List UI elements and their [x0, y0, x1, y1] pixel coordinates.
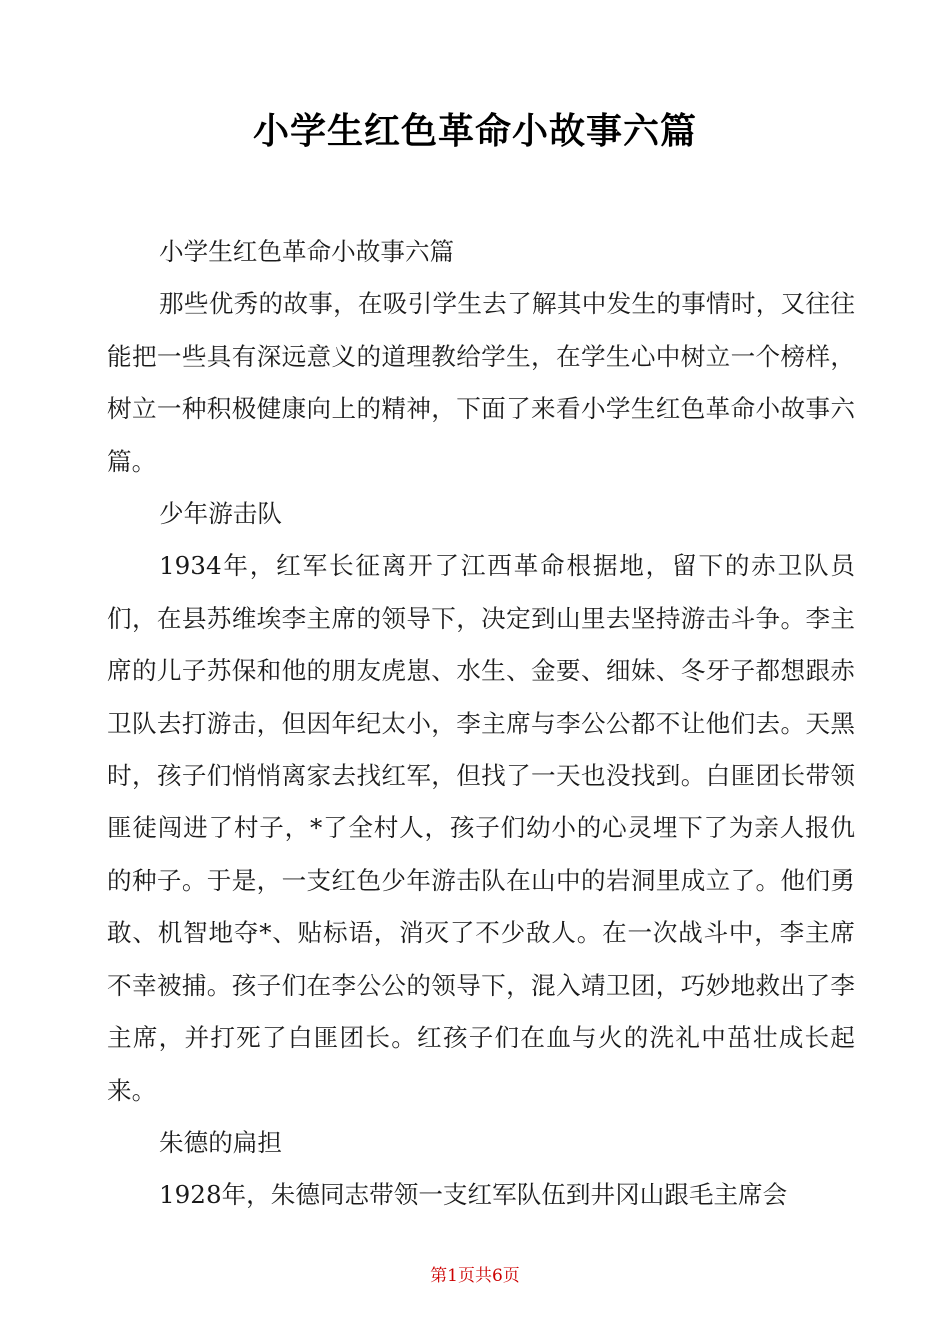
- story-paragraph-youth-guerrilla: 1934年，红军长征离开了江西革命根据地，留下的赤卫队员们，在县苏维埃李主席的领导下，决定到山里去坚持游击斗争。李主席的儿子苏保和他的朋友虎崽、水生、金要、细妹、冬牙子都想跟赤卫队去打游击，但因年纪太小，李主席与李公公都不让他们去。天黑时，孩子们悄悄离家去找红军，但找了一天也没找到。白匪团长带领匪徒闯进了村子，*了全村人，孩子们幼小的心灵埋下了为亲人报仇的种子。于是，一支红色少年游击队在山中的岩洞里成立了。他们勇敢、机智地夺*、贴标语，消灭了不少敌人。在一次战斗中，李主席不幸被捕。孩子们在李公公的领导下，混入靖卫团，巧妙地救出了李主席，并打死了白匪团长。红孩子们在血与火的洗礼中茁壮成长起来。: [107, 551, 855, 1105]
- document-body: [107, 226, 855, 1222]
- page-number-footer: 第1页共6页: [430, 1266, 520, 1286]
- intro-paragraph: 那些优秀的故事，在吸引学生去了解其中发生的事情时，又往往能把一些具有深远意义的道理教给学生，在学生心中树立一个榜样，树立一种积极健康向上的精神，下面了来看小学生红色革命小故事六篇。: [107, 289, 855, 476]
- section-heading-youth-guerrilla: 少年游击队: [159, 499, 282, 529]
- subtitle-paragraph: 小学生红色革命小故事六篇: [159, 237, 455, 266]
- story-paragraph-zhu-de-pole: 1928年，朱德同志带领一支红军队伍到井冈山跟毛主席会: [159, 1180, 788, 1210]
- document-title: 小学生红色革命小故事六篇: [252, 111, 697, 152]
- section-heading-zhu-de-pole: 朱德的扁担: [159, 1127, 282, 1157]
